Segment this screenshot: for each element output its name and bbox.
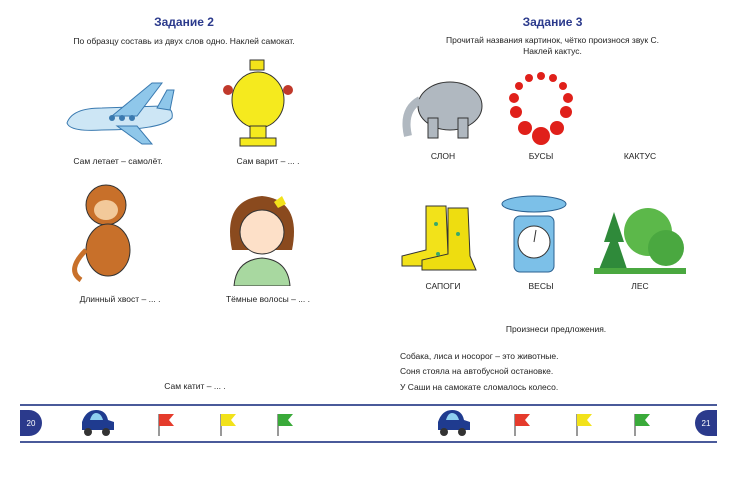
pronounce-task: Произнеси предложения. [505,324,607,334]
beads-icon [505,70,577,146]
monkey-icon [66,180,148,286]
sentence: Соня стояла на автобусной остановке. [400,366,554,376]
car-icon [434,408,472,438]
task-2-instruction: По образцу составь из двух слов одно. Наклей самокат. [73,36,295,46]
elephant-icon [400,70,490,142]
caption-boots: САПОГИ [425,281,461,291]
task-3-title: Задание 3 [522,15,583,29]
yellow-flag-icon [575,412,595,436]
green-flag-icon [633,412,653,436]
caption-scales: ВЕСЫ [528,281,554,291]
yellow-flag-icon [219,412,239,436]
green-flag-icon [276,412,296,436]
forest-icon [594,202,686,276]
divider-bottom [20,441,717,443]
scales-icon [500,194,568,276]
divider-top [20,404,717,406]
red-flag-icon [157,412,177,436]
caption-airplane: Сам летает – самолёт. [73,156,163,166]
caption-forest: ЛЕС [631,281,649,291]
caption-girl: Тёмные волосы – ... . [225,294,311,304]
page-number-right: 21 [695,410,717,436]
task-3-instruction-1: Прочитай названия картинок, чётко произнося звук С. [446,35,659,45]
caption-monkey: Длинный хвост – ... . [79,294,161,304]
page-number-left: 20 [20,410,42,436]
sentence: У Саши на самокате сломалось колесо. [400,382,559,392]
sentence: Собака, лиса и носорог – это животные. [400,351,559,361]
car-icon [78,408,116,438]
red-flag-icon [513,412,533,436]
airplane-icon [62,78,178,148]
caption-cactus: КАКТУС [623,151,657,161]
task-3-instruction-2: Наклей кактус. [523,46,582,56]
boots-icon [398,204,478,274]
task-2-title: Задание 2 [154,15,214,29]
caption-beads: БУСЫ [528,151,554,161]
samovar-icon [222,58,294,150]
last-line: Сам катит – ... . [164,381,226,391]
caption-samovar: Сам варит – ... . [236,156,300,166]
girl-icon [222,190,302,286]
caption-elephant: СЛОН [430,151,456,161]
